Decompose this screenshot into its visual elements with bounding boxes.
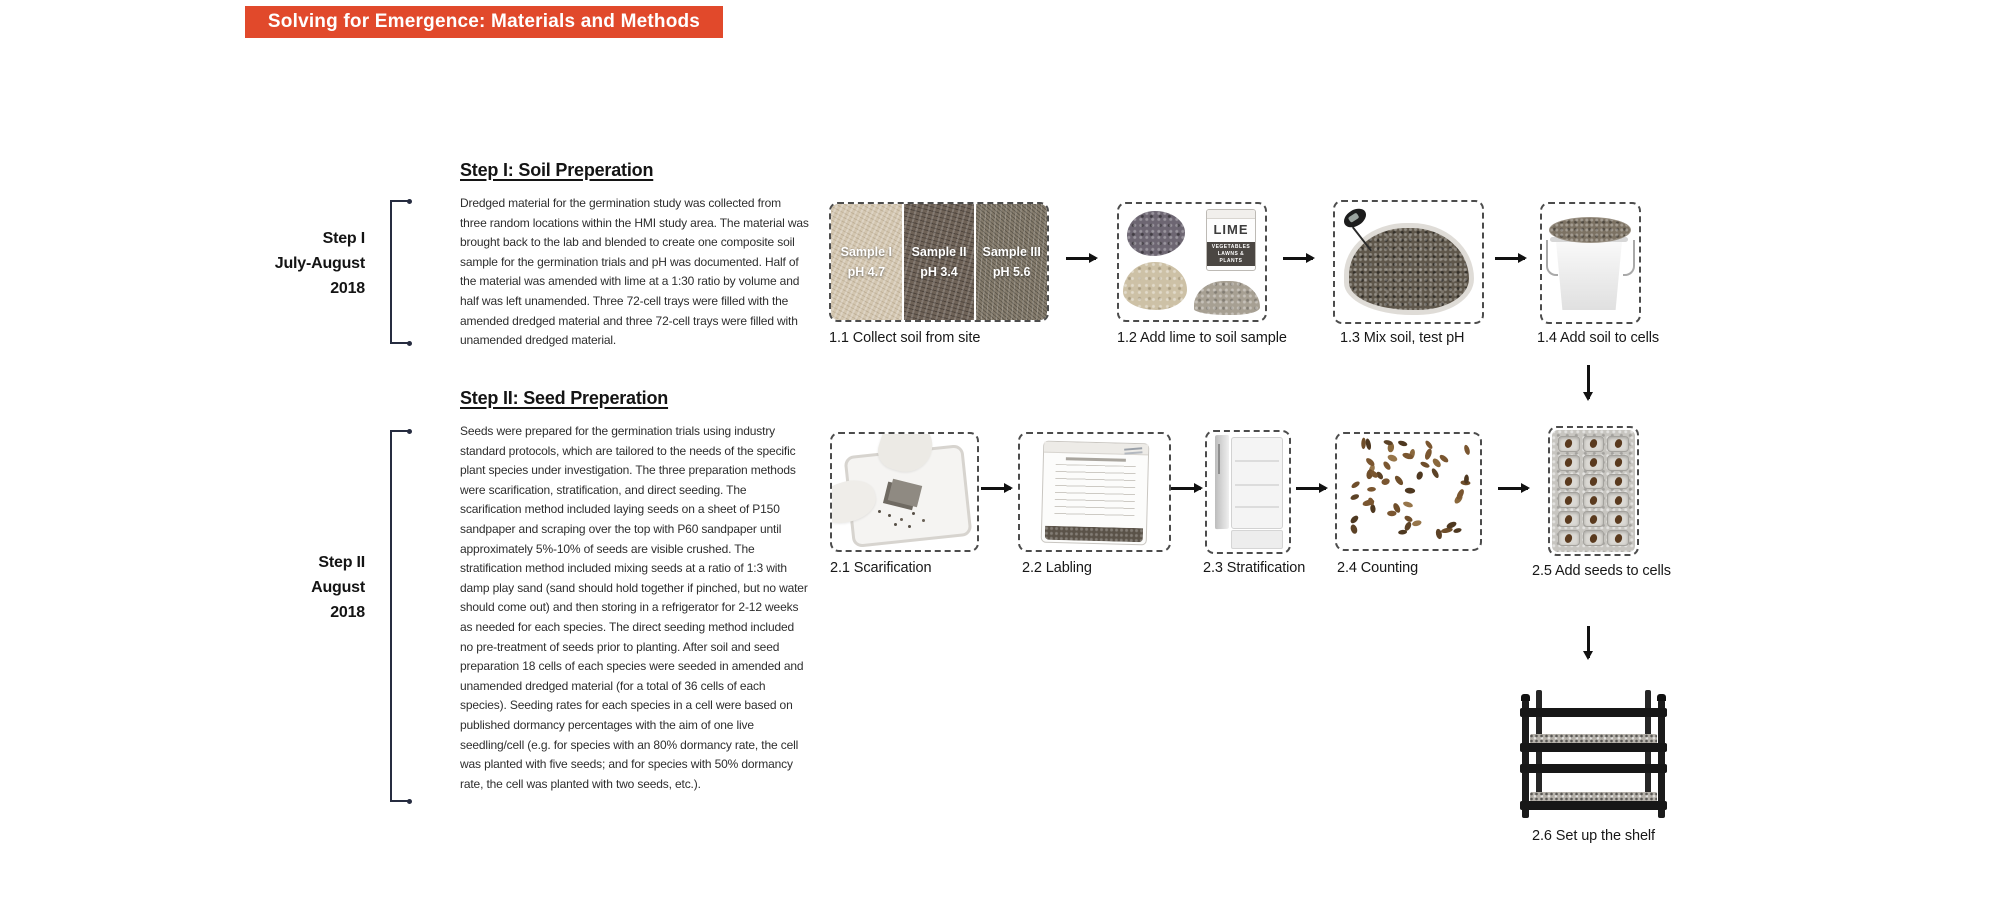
shelf-bar-shape — [1520, 708, 1667, 717]
caption-2-5: 2.5 Add seeds to cells — [1532, 563, 1671, 579]
fridge-shelf-shape — [1235, 484, 1279, 486]
seed-bag-shape — [1041, 441, 1150, 546]
seed-dot-shape — [1564, 457, 1574, 468]
tray-cell — [1583, 436, 1605, 452]
caption-2-1: 2.1 Scarification — [830, 560, 932, 576]
caption-1-3: 1.3 Mix soil, test pH — [1340, 330, 1465, 346]
bucket-handle-shape — [1623, 240, 1635, 276]
sample3-name: Sample III — [982, 245, 1041, 259]
step1-label-line1: Step I — [322, 230, 365, 247]
arrow-right-icon — [1066, 257, 1096, 260]
tray-cell — [1558, 511, 1580, 527]
seed-dot-shape — [1564, 533, 1574, 544]
sample1-label — [831, 242, 902, 282]
photo-labeling — [1018, 432, 1171, 552]
tray-cell — [1583, 455, 1605, 471]
sample2-label — [904, 242, 975, 282]
arrow-right-icon — [1498, 487, 1528, 490]
soil-sample-strip-1 — [831, 204, 902, 320]
tray-cell — [1558, 436, 1580, 452]
shelf-bar-shape — [1520, 743, 1667, 752]
title-banner — [245, 6, 723, 38]
cell-tray-grid — [1552, 430, 1635, 552]
soil-mound-shape — [1123, 262, 1187, 310]
bracket-dot-icon — [407, 429, 412, 434]
lime-bag-title: LIME — [1213, 222, 1249, 237]
step2-label-line2: August — [311, 579, 365, 596]
seed-dot-shape — [1613, 438, 1623, 449]
lime-bag-subtitle: VEGETABLES LAWNS & PLANTS — [1207, 242, 1255, 266]
seed-dot-shape — [1589, 438, 1599, 449]
step2-paragraph: Seeds were prepared for the germination trials using industry standard protocols, which are tailored to the needs of the specific plant species under investigation. The three preparation methods were scarification, stratification, and direct seeding. The scarification method included laying seeds on a sheet of P150 sandpaper and scraping over the top with P60 sandpaper until approximately 5%-10% of seeds are visible crushed. The stratification method included mixing seeds at a ratio of 1:3 with damp play sand (sand should hold together if pinched, but no water should come out) and then storing in a refrigerator for 2-12 weeks as needed for each species. The direct seeding method included no pre-treatment of seeds prior to planting. After soil and seed preparation 18 cells of each species were seeded in amended and unamended dredged material (for a total of 36 cells of each species). Seeding rates for each species in a cell were based on published dormancy percentages with the aim of one live seedling/cell (e.g. for species with an 80% dormancy rate, the cell was planted with five seeds; and for species with 50% dormancy rate, the cell was planted with two seeds, etc.). — [460, 424, 808, 791]
shelf-bar-shape — [1520, 801, 1667, 810]
bracket-dot-icon — [407, 341, 412, 346]
soil-pile-shape — [1349, 228, 1469, 310]
tray-cell — [1583, 511, 1605, 527]
seed-dot-shape — [1564, 514, 1574, 525]
step2-bracket — [390, 430, 409, 802]
caption-2-4: 2.4 Counting — [1337, 560, 1419, 576]
tray-cell — [1607, 474, 1629, 490]
photo-mix-soil — [1333, 200, 1484, 324]
arrow-down-icon — [1587, 626, 1590, 658]
tray-cell — [1607, 455, 1629, 471]
bag-seeds-shape — [1045, 526, 1143, 543]
step1-label-line2: July-August — [274, 255, 365, 272]
step1-date-label — [195, 226, 365, 301]
photo-seed-tray — [1548, 426, 1639, 556]
tray-cell — [1558, 492, 1580, 508]
photo-stratification — [1205, 430, 1291, 554]
step2-label-line1: Step II — [318, 554, 365, 571]
fridge-shelf-shape — [1235, 506, 1279, 508]
tray-cell — [1607, 530, 1629, 546]
step2-date-label — [195, 550, 365, 625]
tray-cell — [1558, 530, 1580, 546]
fridge-shelf-shape — [1235, 460, 1279, 462]
caption-1-4: 1.4 Add soil to cells — [1537, 330, 1660, 346]
seed-dot-shape — [1613, 495, 1623, 506]
photo-add-lime — [1117, 202, 1267, 322]
caption-1-2: 1.2 Add lime to soil sample — [1117, 330, 1287, 346]
seed-dot-shape — [1613, 514, 1623, 525]
shelf-knob-shape — [1521, 694, 1530, 701]
seed-dot-shape — [1589, 514, 1599, 525]
seed-dot-shape — [1564, 476, 1574, 487]
fridge-body-shape — [1231, 437, 1283, 529]
seed-dot-shape — [1613, 476, 1623, 487]
fridge-handle-shape — [1218, 444, 1220, 474]
step1-paragraph: Dredged material for the germination study was collected from three random locations within the HMI study area. The material was brought back to the lab and blended to create one composite soil sample for the germination trials and pH was documented. Half of the material was amended with lime at a 1:30 ratio by volume and half was left unamended. Three 72-cell trays were filled with the amended dredged material and three 72-cell trays were filled with unamended dredged material. — [460, 196, 809, 348]
seed-dot-shape — [1613, 533, 1623, 544]
sample3-ph: pH 5.6 — [992, 265, 1031, 279]
step1-label-line3: 2018 — [330, 280, 365, 297]
caption-2-6: 2.6 Set up the shelf — [1532, 828, 1655, 844]
arrow-right-icon — [1296, 487, 1326, 490]
tray-cell — [1558, 474, 1580, 490]
seed-crumbs-shape — [878, 510, 881, 513]
step1-heading: Step I: Soil Preperation — [460, 160, 654, 180]
lime-powder-shape — [1194, 281, 1260, 315]
photo-soil-bucket — [1540, 202, 1641, 324]
photo-collect-soil — [829, 202, 1049, 322]
arrow-down-icon — [1587, 365, 1590, 399]
gravel-pile-shape — [1127, 211, 1185, 256]
bracket-dot-icon — [407, 199, 412, 204]
seed-dot-shape — [1564, 438, 1574, 449]
tray-cell — [1583, 530, 1605, 546]
tray-cell — [1583, 474, 1605, 490]
photo-shelf-rack — [1520, 688, 1667, 820]
seed-dot-shape — [1589, 457, 1599, 468]
bucket-soil-shape — [1549, 217, 1631, 243]
caption-2-3: 2.3 Stratification — [1203, 560, 1306, 576]
arrow-right-icon — [1283, 257, 1313, 260]
bag-label-shape — [1054, 464, 1135, 518]
fridge-freezer-shape — [1231, 530, 1283, 549]
bracket-dot-icon — [407, 799, 412, 804]
shelf-knob-shape — [1657, 694, 1666, 701]
tray-cell — [1607, 511, 1629, 527]
seed-dot-shape — [1589, 495, 1599, 506]
seed-dot-shape — [1613, 457, 1623, 468]
arrow-right-icon — [1171, 487, 1201, 490]
step2-heading: Step II: Seed Preperation — [460, 388, 669, 408]
sample2-ph: pH 3.4 — [920, 265, 958, 279]
caption-2-2: 2.2 Labling — [1022, 560, 1092, 576]
tray-cell — [1607, 436, 1629, 452]
soil-sample-strip-3 — [976, 204, 1047, 320]
seed-dot-shape — [1589, 533, 1599, 544]
bucket-handle-shape — [1546, 240, 1558, 276]
tray-cell — [1558, 455, 1580, 471]
lime-bag-shape — [1206, 209, 1256, 271]
shelf-bar-shape — [1520, 764, 1667, 773]
caption-1-1: 1.1 Collect soil from site — [829, 330, 981, 346]
arrow-right-icon — [1495, 257, 1525, 260]
lime-bag-top — [1207, 210, 1255, 219]
ph-meter-screen — [1348, 212, 1360, 222]
seed-dot-shape — [1589, 476, 1599, 487]
step1-bracket — [390, 200, 409, 344]
sample1-name: Sample I — [840, 245, 893, 259]
photo-scarification — [830, 432, 979, 552]
arrow-right-icon — [981, 487, 1011, 490]
photo-counting-seeds — [1335, 432, 1482, 551]
tray-cell — [1583, 492, 1605, 508]
seeds-image — [1337, 434, 1476, 545]
step2-label-line3: 2018 — [330, 604, 365, 621]
sample1-ph: pH 4.7 — [847, 265, 886, 279]
ph-meter-icon — [1341, 205, 1370, 231]
tray-cell — [1607, 492, 1629, 508]
sample3-label — [976, 242, 1047, 282]
bag-label-title-shape — [1066, 457, 1126, 462]
page-title: Solving for Emergence: Materials and Methods — [267, 11, 701, 32]
seed-dot-shape — [1564, 495, 1574, 506]
sample2-name: Sample II — [911, 245, 967, 259]
soil-sample-strip-2 — [904, 204, 975, 320]
